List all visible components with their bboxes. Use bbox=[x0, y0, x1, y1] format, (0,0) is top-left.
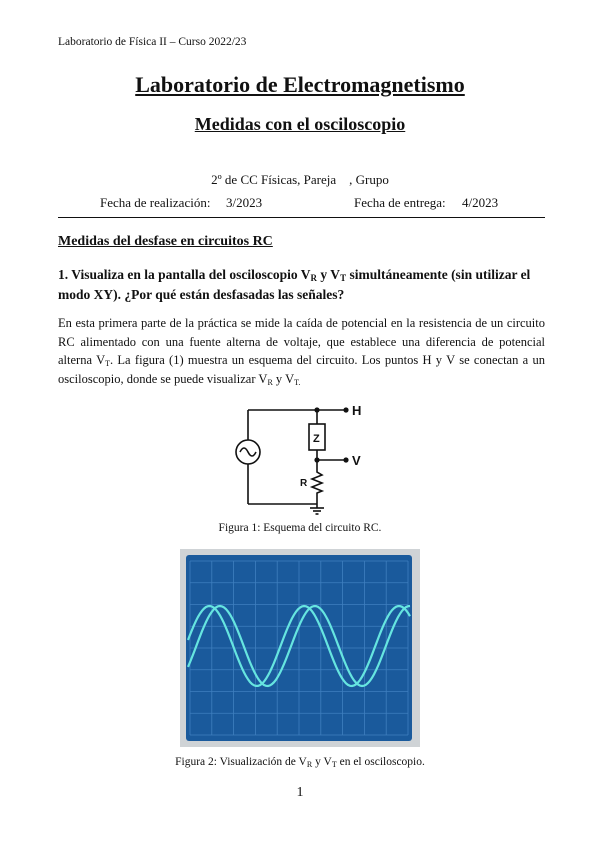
question-1 bbox=[58, 265, 545, 305]
intro-paragraph bbox=[58, 314, 545, 388]
fig2-text-2: y V bbox=[312, 756, 332, 768]
fig2-sub-t: T bbox=[331, 760, 337, 769]
terminal-v bbox=[343, 457, 348, 462]
group-info bbox=[0, 172, 600, 188]
group-text: , Grupo bbox=[349, 172, 389, 187]
label-h: H bbox=[352, 403, 362, 418]
figure-1-caption: Figura 1: Esquema del circuito RC. bbox=[218, 522, 382, 534]
page-header: Laboratorio de Física II – Curso 2022/23 bbox=[58, 36, 247, 48]
fig2-sub-r: R bbox=[306, 760, 313, 769]
para-sub-2: R bbox=[267, 377, 273, 387]
fecha-realizacion-value: 3/2023 bbox=[226, 195, 263, 210]
fig2-text-3: en el osciloscopio. bbox=[336, 756, 425, 768]
oscilloscope-photo bbox=[180, 549, 420, 747]
document-subtitle: Medidas con el osciloscopio bbox=[194, 114, 406, 134]
question-sub-t: T bbox=[340, 273, 347, 283]
rc-circuit-diagram bbox=[228, 402, 368, 520]
course-pair-text: 2º de CC Físicas, Pareja bbox=[211, 172, 337, 187]
fig2-text-1: Figura 2: Visualización de V bbox=[175, 756, 307, 768]
fecha-entrega-label: Fecha de entrega: bbox=[354, 195, 446, 210]
para-sub-3: T. bbox=[294, 377, 301, 387]
terminal-h bbox=[343, 407, 348, 412]
ac-wave-glyph bbox=[240, 448, 256, 456]
para-text-1: En esta primera parte de la práctica se mide la caída de potencial en la resistencia de un circuito RC alimentado con una fuente alterna de voltaje, que establece una diferencia de potencial alterna V bbox=[58, 316, 545, 367]
figure-2-caption bbox=[0, 756, 600, 768]
page-number: 1 bbox=[296, 785, 304, 800]
fecha-realizacion-label: Fecha de realización: bbox=[100, 195, 211, 210]
label-z: Z bbox=[313, 433, 320, 445]
section-title: Medidas del desfase en circuitos RC bbox=[58, 234, 273, 249]
question-text-3: simultáneamente (sin utilizar el modo XY). ¿Por qué están desfasadas las señales? bbox=[58, 267, 531, 302]
fecha-entrega-value: 4/2023 bbox=[462, 195, 499, 210]
document-title: Laboratorio de Electromagnetismo bbox=[135, 72, 465, 97]
para-text-3: y V bbox=[272, 371, 295, 386]
question-text-1: 1. Visualiza en la pantalla del osciloscopio V bbox=[58, 267, 311, 282]
header-divider bbox=[58, 217, 545, 218]
para-text-2: . La figura (1) muestra un esquema del circuito. Los puntos H y V se conectan a un osciloscopio, donde se puede visualizar V bbox=[58, 353, 545, 386]
question-text-2: y V bbox=[317, 267, 341, 282]
para-sub-1: T bbox=[105, 359, 110, 368]
label-v: V bbox=[352, 453, 361, 468]
node-top bbox=[314, 407, 319, 412]
label-r: R bbox=[300, 478, 308, 489]
question-sub-r: R bbox=[310, 273, 318, 283]
resistor-r-symbol bbox=[312, 468, 322, 504]
node-middle bbox=[314, 457, 319, 462]
